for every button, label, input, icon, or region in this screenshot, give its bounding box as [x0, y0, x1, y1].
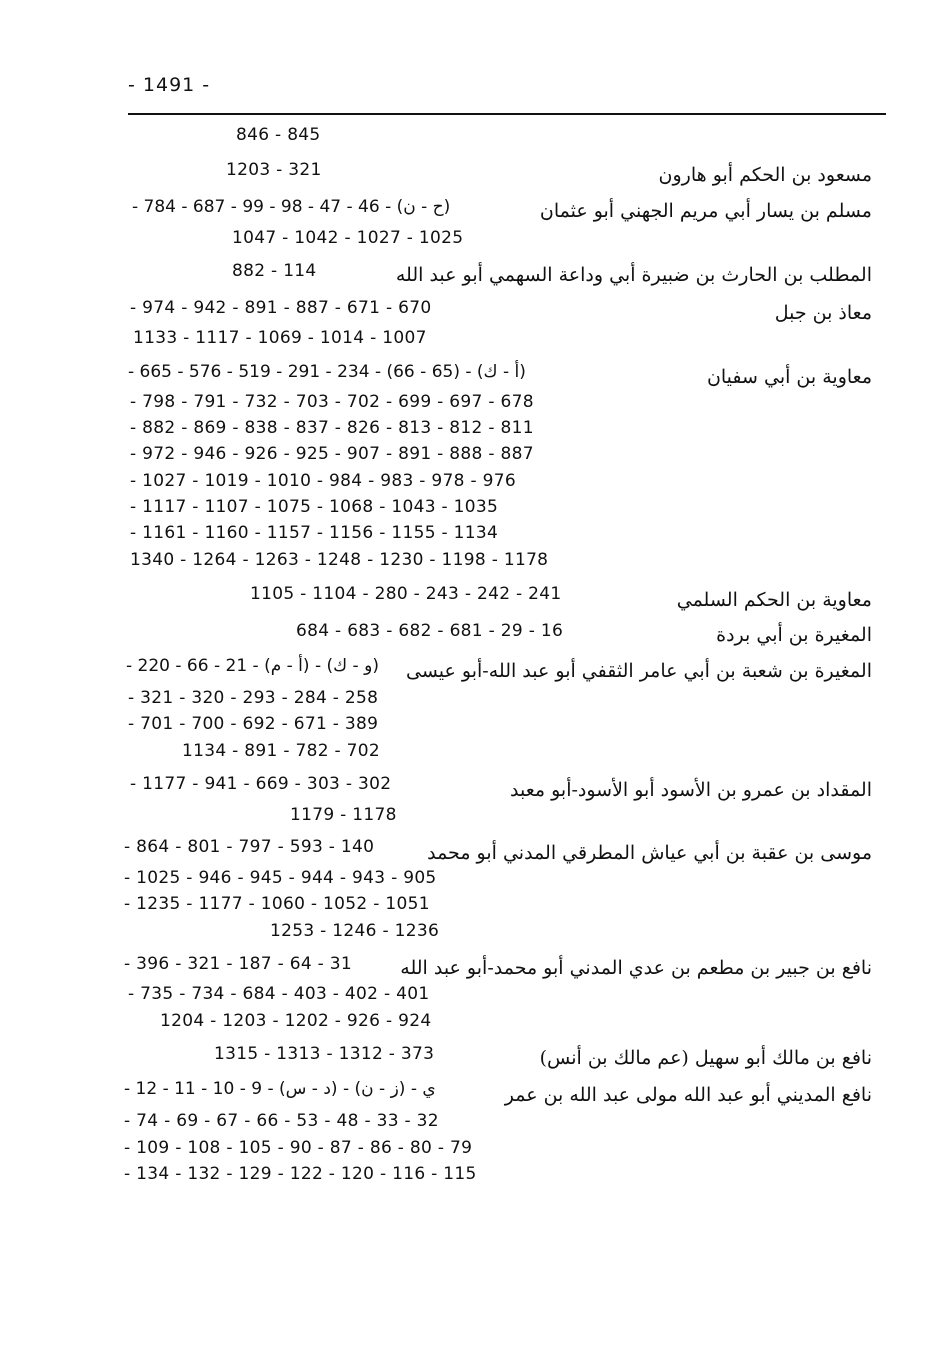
entry-numbers-line: - 1161 - 1160 - 1157 - 1156 - 1155 - 1134	[130, 523, 499, 543]
entry-name: نافع بن جبير بن مطعم بن عدي المدني أبو محمد-أبو عبد الله	[400, 957, 872, 979]
entry-numbers-line: 1179 - 1178	[290, 805, 397, 825]
entry-numbers-line: - 1177 - 941 - 669 - 303 - 302	[130, 774, 392, 794]
entry-numbers-line: 1340 - 1264 - 1263 - 1248 - 1230 - 1198 - 1178	[130, 550, 549, 570]
entry-name: معاذ بن جبل	[774, 302, 872, 324]
entry-numbers-line: - 798 - 791 - 732 - 703 - 702 - 699 - 697 - 678	[130, 392, 534, 412]
entry-numbers-line: - 109 - 108 - 105 - 90 - 87 - 86 - 80 - 79	[124, 1138, 473, 1158]
entry-numbers-line: - 972 - 946 - 926 - 925 - 907 - 891 - 888 - 887	[130, 444, 534, 464]
entry-numbers-line: - 134 - 132 - 129 - 122 - 120 - 116 - 115	[124, 1164, 477, 1184]
entry-name: المقداد بن عمرو بن الأسود أبو الأسود-أبو معبد	[510, 779, 872, 801]
entry-numbers-line: 1134 - 891 - 782 - 702	[182, 741, 381, 761]
entry-numbers-line: - 1025 - 946 - 945 - 944 - 943 - 905	[124, 868, 437, 888]
entry-numbers-line: 882 - 114	[232, 261, 317, 281]
entry-name: مسعود بن الحكم أبو هارون	[658, 164, 872, 186]
entry-numbers-line: - 1235 - 1177 - 1060 - 1052 - 1051	[124, 894, 430, 914]
entry-name: نافع المديني أبو عبد الله مولى عبد الله بن عمر	[504, 1084, 872, 1106]
entry-numbers-line: 1315 - 1313 - 1312 - 373	[214, 1044, 435, 1064]
entry-numbers-line: - 220 - 66 - 21 - (أ - م) - (و - ك)	[126, 656, 379, 676]
entry-name: نافع بن مالك أبو سهيل (عم مالك بن أنس)	[539, 1047, 872, 1069]
entry-name: المطلب بن الحارث بن ضبيرة أبي وداعة السهمي أبو عبد الله	[395, 264, 872, 286]
entry-name: معاوية بن الحكم السلمي	[676, 589, 872, 611]
entry-numbers-line: - 882 - 869 - 838 - 837 - 826 - 813 - 812 - 811	[130, 418, 534, 438]
entry-numbers-line: 1253 - 1246 - 1236	[270, 921, 440, 941]
entry-numbers-line: - 1117 - 1107 - 1075 - 1068 - 1043 - 1035	[130, 497, 499, 517]
entry-numbers-line: - 784 - 687 - 99 - 98 - 47 - 46 - (ح - ن)	[132, 197, 451, 217]
entry-numbers-line: 1203 - 321	[226, 160, 322, 180]
entry-numbers-line: - 665 - 576 - 519 - 291 - 234 - (66 - 65) - (أ - ك)	[128, 362, 526, 382]
header-rule	[128, 113, 886, 115]
entry-numbers-line: 1105 - 1104 - 280 - 243 - 242 - 241	[250, 584, 562, 604]
entry-numbers-line: 1133 - 1117 - 1069 - 1014 - 1007	[133, 328, 427, 348]
entry-numbers-line: - 735 - 734 - 684 - 403 - 402 - 401	[128, 984, 430, 1004]
entry-numbers-line: - 864 - 801 - 797 - 593 - 140	[124, 837, 375, 857]
entry-numbers-line: - 396 - 321 - 187 - 64 - 31	[124, 954, 353, 974]
entry-numbers-line: 846 - 845	[236, 125, 321, 145]
entry-numbers-line: - 1027 - 1019 - 1010 - 984 - 983 - 978 - 976	[130, 471, 516, 491]
entry-numbers-line: - 701 - 700 - 692 - 671 - 389	[128, 714, 379, 734]
entry-name: مسلم بن يسار أبي مريم الجهني أبو عثمان	[539, 200, 872, 222]
entry-numbers-line: - 974 - 942 - 891 - 887 - 671 - 670	[130, 298, 432, 318]
entry-name: المغيرة بن أبي بردة	[716, 624, 872, 646]
entry-numbers-line: - 74 - 69 - 67 - 66 - 53 - 48 - 33 - 32	[124, 1111, 439, 1131]
entry-numbers-line: 1204 - 1203 - 1202 - 926 - 924	[160, 1011, 432, 1031]
entry-name: موسى بن عقبة بن أبي عياش المطرقي المدني أبو محمد	[427, 842, 872, 864]
entry-numbers-line: 1047 - 1042 - 1027 - 1025	[232, 228, 464, 248]
entry-numbers-line: - 321 - 320 - 293 - 284 - 258	[128, 688, 379, 708]
page-number: - 1491 -	[128, 74, 211, 96]
entry-name: معاوية بن أبي سفيان	[706, 366, 872, 388]
entry-numbers-line: - 12 - 11 - 10 - 9 - (د - س) - (ز - ن) - ي	[124, 1079, 436, 1099]
entry-name: المغيرة بن شعبة بن أبي عامر الثقفي أبو عبد الله-أبو عيسى	[406, 660, 872, 682]
entry-numbers-line: 684 - 683 - 682 - 681 - 29 - 16	[296, 621, 564, 641]
